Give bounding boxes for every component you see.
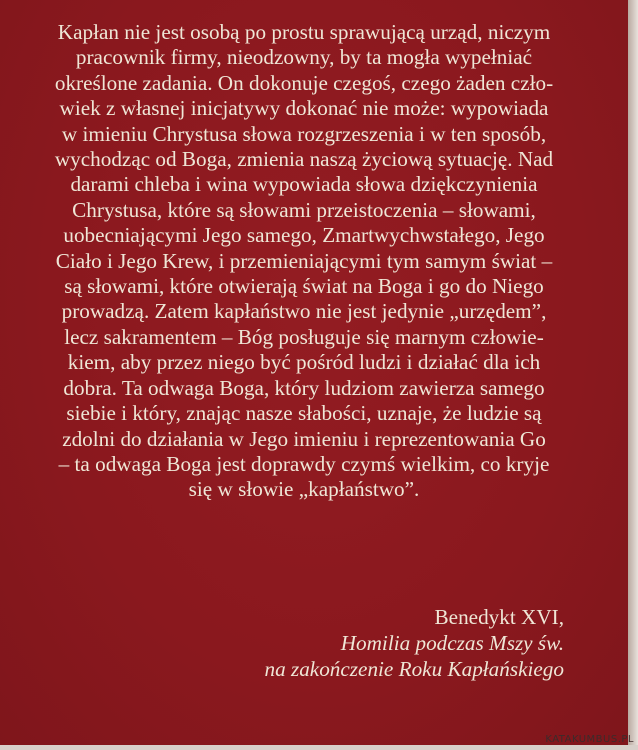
quote-line: w imieniu Chrystusa słowa rozgrzeszenia i w ten sposób, xyxy=(61,121,547,146)
quote-line: Chrystusa, które są słowami przeistoczenia – słowami, xyxy=(72,197,536,222)
attribution-work-subtitle: na zakończenie Roku Kapłańskiego xyxy=(264,657,564,681)
quote-line: kiem, aby przez niego być pośród ludzi i działać dla ich xyxy=(67,350,541,375)
quote-line: siebie i który, znając nasze słabości, uznaje, że ludzie są xyxy=(66,401,542,426)
quote-line: dobra. Ta odwaga Boga, który ludziom zawierza samego xyxy=(63,375,545,400)
watermark: KATAKUMBUS.PL xyxy=(545,734,634,745)
quote-line: darami chleba i wina wypowiada słowa dziękczynienia xyxy=(70,172,538,197)
quote-line: uobecniającymi Jego samego, Zmartwychwstałego, Jego xyxy=(63,223,545,248)
quote-line: pracownik firmy, nieodzowny, by ta mogła wypełniać xyxy=(75,45,533,70)
attribution xyxy=(264,604,564,682)
scan-bottom-edge xyxy=(0,745,638,750)
quote-text xyxy=(24,20,584,503)
quote-line: prowadzą. Zatem kapłaństwo nie jest jedynie „urzędem”, xyxy=(61,299,547,324)
quote-line: lecz sakramentem – Bóg posługuje się marnym człowie- xyxy=(64,324,544,349)
quote-line: Ciało i Jego Krew, i przemieniającymi tym samym świat – xyxy=(55,248,553,273)
quote-line: określone zadania. On dokonuje czegoś, czego żaden czło- xyxy=(54,70,554,95)
quote-line: się w słowie „kapłaństwo”. xyxy=(188,477,420,502)
quote-line: wychodząc od Boga, zmienia naszą życiową sytuację. Nad xyxy=(54,147,554,172)
page-edge xyxy=(628,0,638,750)
quote-line: zdolni do działania w Jego imieniu i reprezentowania Go xyxy=(62,426,546,451)
quote-line: Kapłan nie jest osobą po prostu sprawującą urząd, niczym xyxy=(57,20,551,44)
quote-line: są słowami, które otwierają świat na Boga i go do Niego xyxy=(64,274,544,299)
attribution-work-title: Homilia podczas Mszy św. xyxy=(340,631,564,655)
quote-line: – ta odwaga Boga jest doprawdy czymś wielkim, co kryje xyxy=(58,451,550,476)
attribution-author: Benedykt XVI, xyxy=(434,605,564,629)
quote-line: wiek z własnej inicjatywy dokonać nie może: wypowiada xyxy=(59,96,549,121)
